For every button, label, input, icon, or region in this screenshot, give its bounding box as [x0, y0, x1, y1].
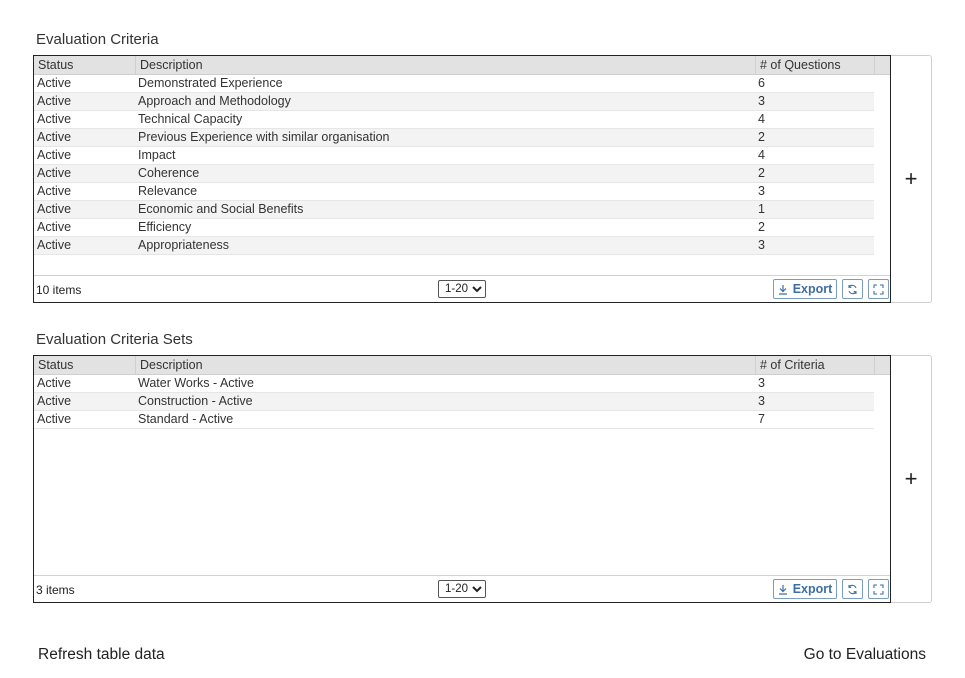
refresh-button[interactable]: [842, 279, 863, 299]
fullscreen-icon: [873, 584, 884, 595]
export-label: Export: [792, 582, 833, 596]
table-row[interactable]: [34, 201, 874, 219]
table-row[interactable]: [34, 165, 874, 183]
row-status: Active: [37, 76, 72, 90]
row-description: Relevance: [138, 184, 198, 198]
refresh-button[interactable]: [842, 579, 863, 599]
row-count: 6: [758, 76, 765, 90]
go-to-evaluations-link[interactable]: Go to Evaluations: [803, 646, 926, 663]
table-row[interactable]: [34, 75, 874, 93]
row-count: 3: [758, 238, 765, 252]
table-row[interactable]: [34, 93, 874, 111]
row-description: Coherence: [138, 166, 200, 180]
table-row[interactable]: [34, 129, 874, 147]
row-status: Active: [37, 94, 72, 108]
row-count: 3: [758, 394, 765, 408]
column-header-criteria-count[interactable]: # of Criteria: [755, 356, 874, 374]
refresh-table-data-link[interactable]: Refresh table data: [38, 646, 165, 663]
column-header-status[interactable]: Status: [38, 58, 74, 72]
row-status: Active: [37, 148, 72, 162]
criteria-grid-body: [34, 75, 874, 255]
criteria-side-panel: [891, 55, 932, 303]
row-description: Demonstrated Experience: [138, 76, 283, 90]
criteria-sets-pager: [34, 575, 890, 602]
table-row[interactable]: [34, 219, 874, 237]
row-count: 2: [758, 220, 765, 234]
item-count: 3 items: [36, 583, 75, 597]
row-status: Active: [37, 220, 72, 234]
row-count: 7: [758, 412, 765, 426]
table-row[interactable]: [34, 375, 874, 393]
row-description: Previous Experience with similar organisation: [138, 130, 390, 144]
row-description: Economic and Social Benefits: [138, 202, 304, 216]
column-header-description[interactable]: Description: [135, 56, 755, 74]
column-header-description[interactable]: Description: [135, 356, 755, 374]
item-count: 10 items: [36, 283, 82, 297]
row-description: Construction - Active: [138, 394, 253, 408]
fullscreen-icon: [873, 284, 884, 295]
row-count: 2: [758, 130, 765, 144]
export-label: Export: [792, 282, 833, 296]
criteria-sets-grid: [33, 355, 891, 603]
row-status: Active: [37, 376, 72, 390]
table-row[interactable]: [34, 237, 874, 255]
row-status: Active: [37, 130, 72, 144]
page-size-select[interactable]: [438, 580, 486, 598]
row-status: Active: [37, 202, 72, 216]
row-status: Active: [37, 184, 72, 198]
row-description: Water Works - Active: [138, 376, 254, 390]
scrollbar-gutter: [874, 56, 890, 74]
download-icon: [778, 284, 788, 295]
row-status: Active: [37, 238, 72, 252]
criteria-sets-grid-header: [34, 356, 890, 375]
export-button[interactable]: [773, 579, 837, 599]
row-status: Active: [37, 412, 72, 426]
add-criteria-button[interactable]: +: [904, 166, 918, 191]
table-row[interactable]: [34, 147, 874, 165]
fullscreen-button[interactable]: [868, 579, 889, 599]
table-row[interactable]: [34, 411, 874, 429]
export-button[interactable]: [773, 279, 837, 299]
table-row[interactable]: [34, 393, 874, 411]
fullscreen-button[interactable]: [868, 279, 889, 299]
row-description: Approach and Methodology: [138, 94, 291, 108]
row-count: 4: [758, 112, 765, 126]
column-header-question-count[interactable]: # of Questions: [755, 56, 874, 74]
table-row[interactable]: [34, 183, 874, 201]
criteria-sets-title: Evaluation Criteria Sets: [36, 331, 193, 348]
row-status: Active: [37, 166, 72, 180]
criteria-title: Evaluation Criteria: [36, 31, 159, 48]
table-row[interactable]: [34, 111, 874, 129]
refresh-icon: [847, 584, 858, 595]
criteria-pager: [34, 275, 890, 302]
row-status: Active: [37, 394, 72, 408]
column-header-status[interactable]: Status: [38, 358, 74, 372]
row-count: 3: [758, 94, 765, 108]
criteria-sets-grid-body: [34, 375, 874, 429]
row-description: Impact: [138, 148, 176, 162]
row-count: 1: [758, 202, 765, 216]
criteria-grid: [33, 55, 891, 303]
add-criteria-set-button[interactable]: +: [904, 466, 918, 491]
row-count: 4: [758, 148, 765, 162]
criteria-sets-side-panel: [891, 355, 932, 603]
refresh-icon: [847, 284, 858, 295]
page-size-select[interactable]: [438, 280, 486, 298]
row-count: 2: [758, 166, 765, 180]
criteria-grid-header: [34, 56, 890, 75]
row-description: Appropriateness: [138, 238, 230, 252]
scrollbar-gutter: [874, 356, 890, 374]
row-count: 3: [758, 376, 765, 390]
download-icon: [778, 584, 788, 595]
row-description: Efficiency: [138, 220, 192, 234]
row-count: 3: [758, 184, 765, 198]
row-description: Standard - Active: [138, 412, 234, 426]
row-status: Active: [37, 112, 72, 126]
row-description: Technical Capacity: [138, 112, 243, 126]
